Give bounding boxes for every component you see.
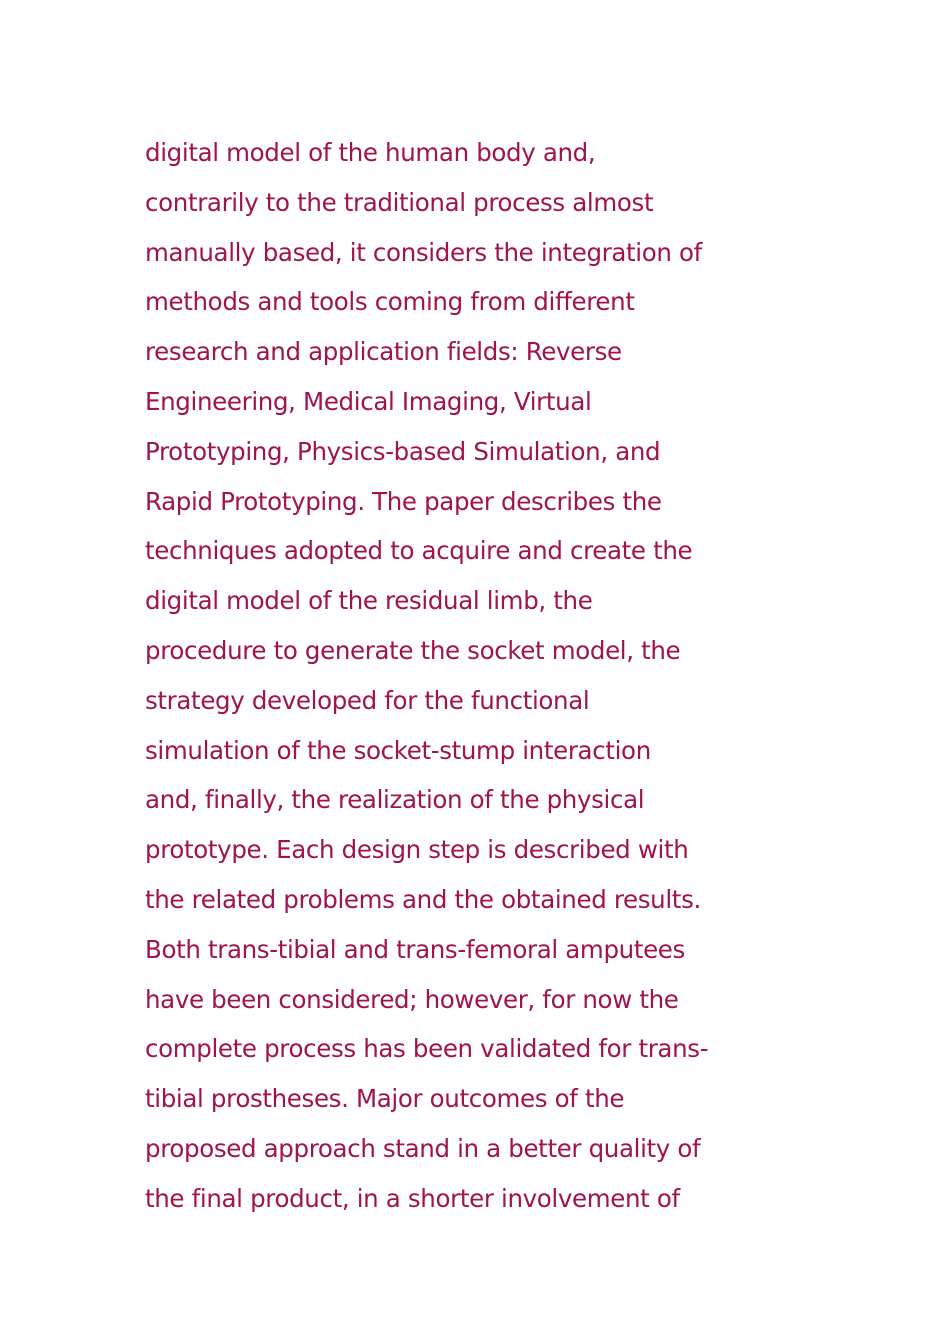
text-line: Prototyping, Physics-based Simulation, and — [145, 436, 661, 466]
text-line: tibial prostheses. Major outcomes of the — [145, 1084, 625, 1114]
text-line: Engineering, Medical Imaging, Virtual — [145, 386, 592, 416]
text-line: Both trans-tibial and trans-femoral amputees — [145, 934, 685, 964]
text-line: simulation of the socket-stump interaction — [145, 735, 651, 765]
text-line: the final product, in a shorter involvement of — [145, 1183, 680, 1213]
text-line: prototype. Each design step is described with — [145, 835, 689, 865]
body-text — [145, 128, 745, 1224]
text-line: research and application fields: Reverse — [145, 337, 622, 367]
text-line: the related problems and the obtained results. — [145, 884, 701, 914]
text-line: and, finally, the realization of the physical — [145, 785, 645, 815]
text-line: Rapid Prototyping. The paper describes the — [145, 486, 662, 516]
text-line: techniques adopted to acquire and create the — [145, 536, 693, 566]
text-line: manually based, it considers the integration of — [145, 237, 702, 267]
text-line: proposed approach stand in a better quality of — [145, 1133, 701, 1163]
text-line: have been considered; however, for now the — [145, 984, 679, 1014]
text-line: methods and tools coming from different — [145, 287, 635, 317]
text-line: digital model of the human body and, — [145, 138, 596, 167]
text-line: contrarily to the traditional process almost — [145, 187, 654, 217]
text-line: procedure to generate the socket model, the — [145, 635, 681, 665]
text-line: strategy developed for the functional — [145, 685, 590, 715]
text-line: complete process has been validated for trans- — [145, 1034, 709, 1064]
text-line: digital model of the residual limb, the — [145, 586, 593, 616]
